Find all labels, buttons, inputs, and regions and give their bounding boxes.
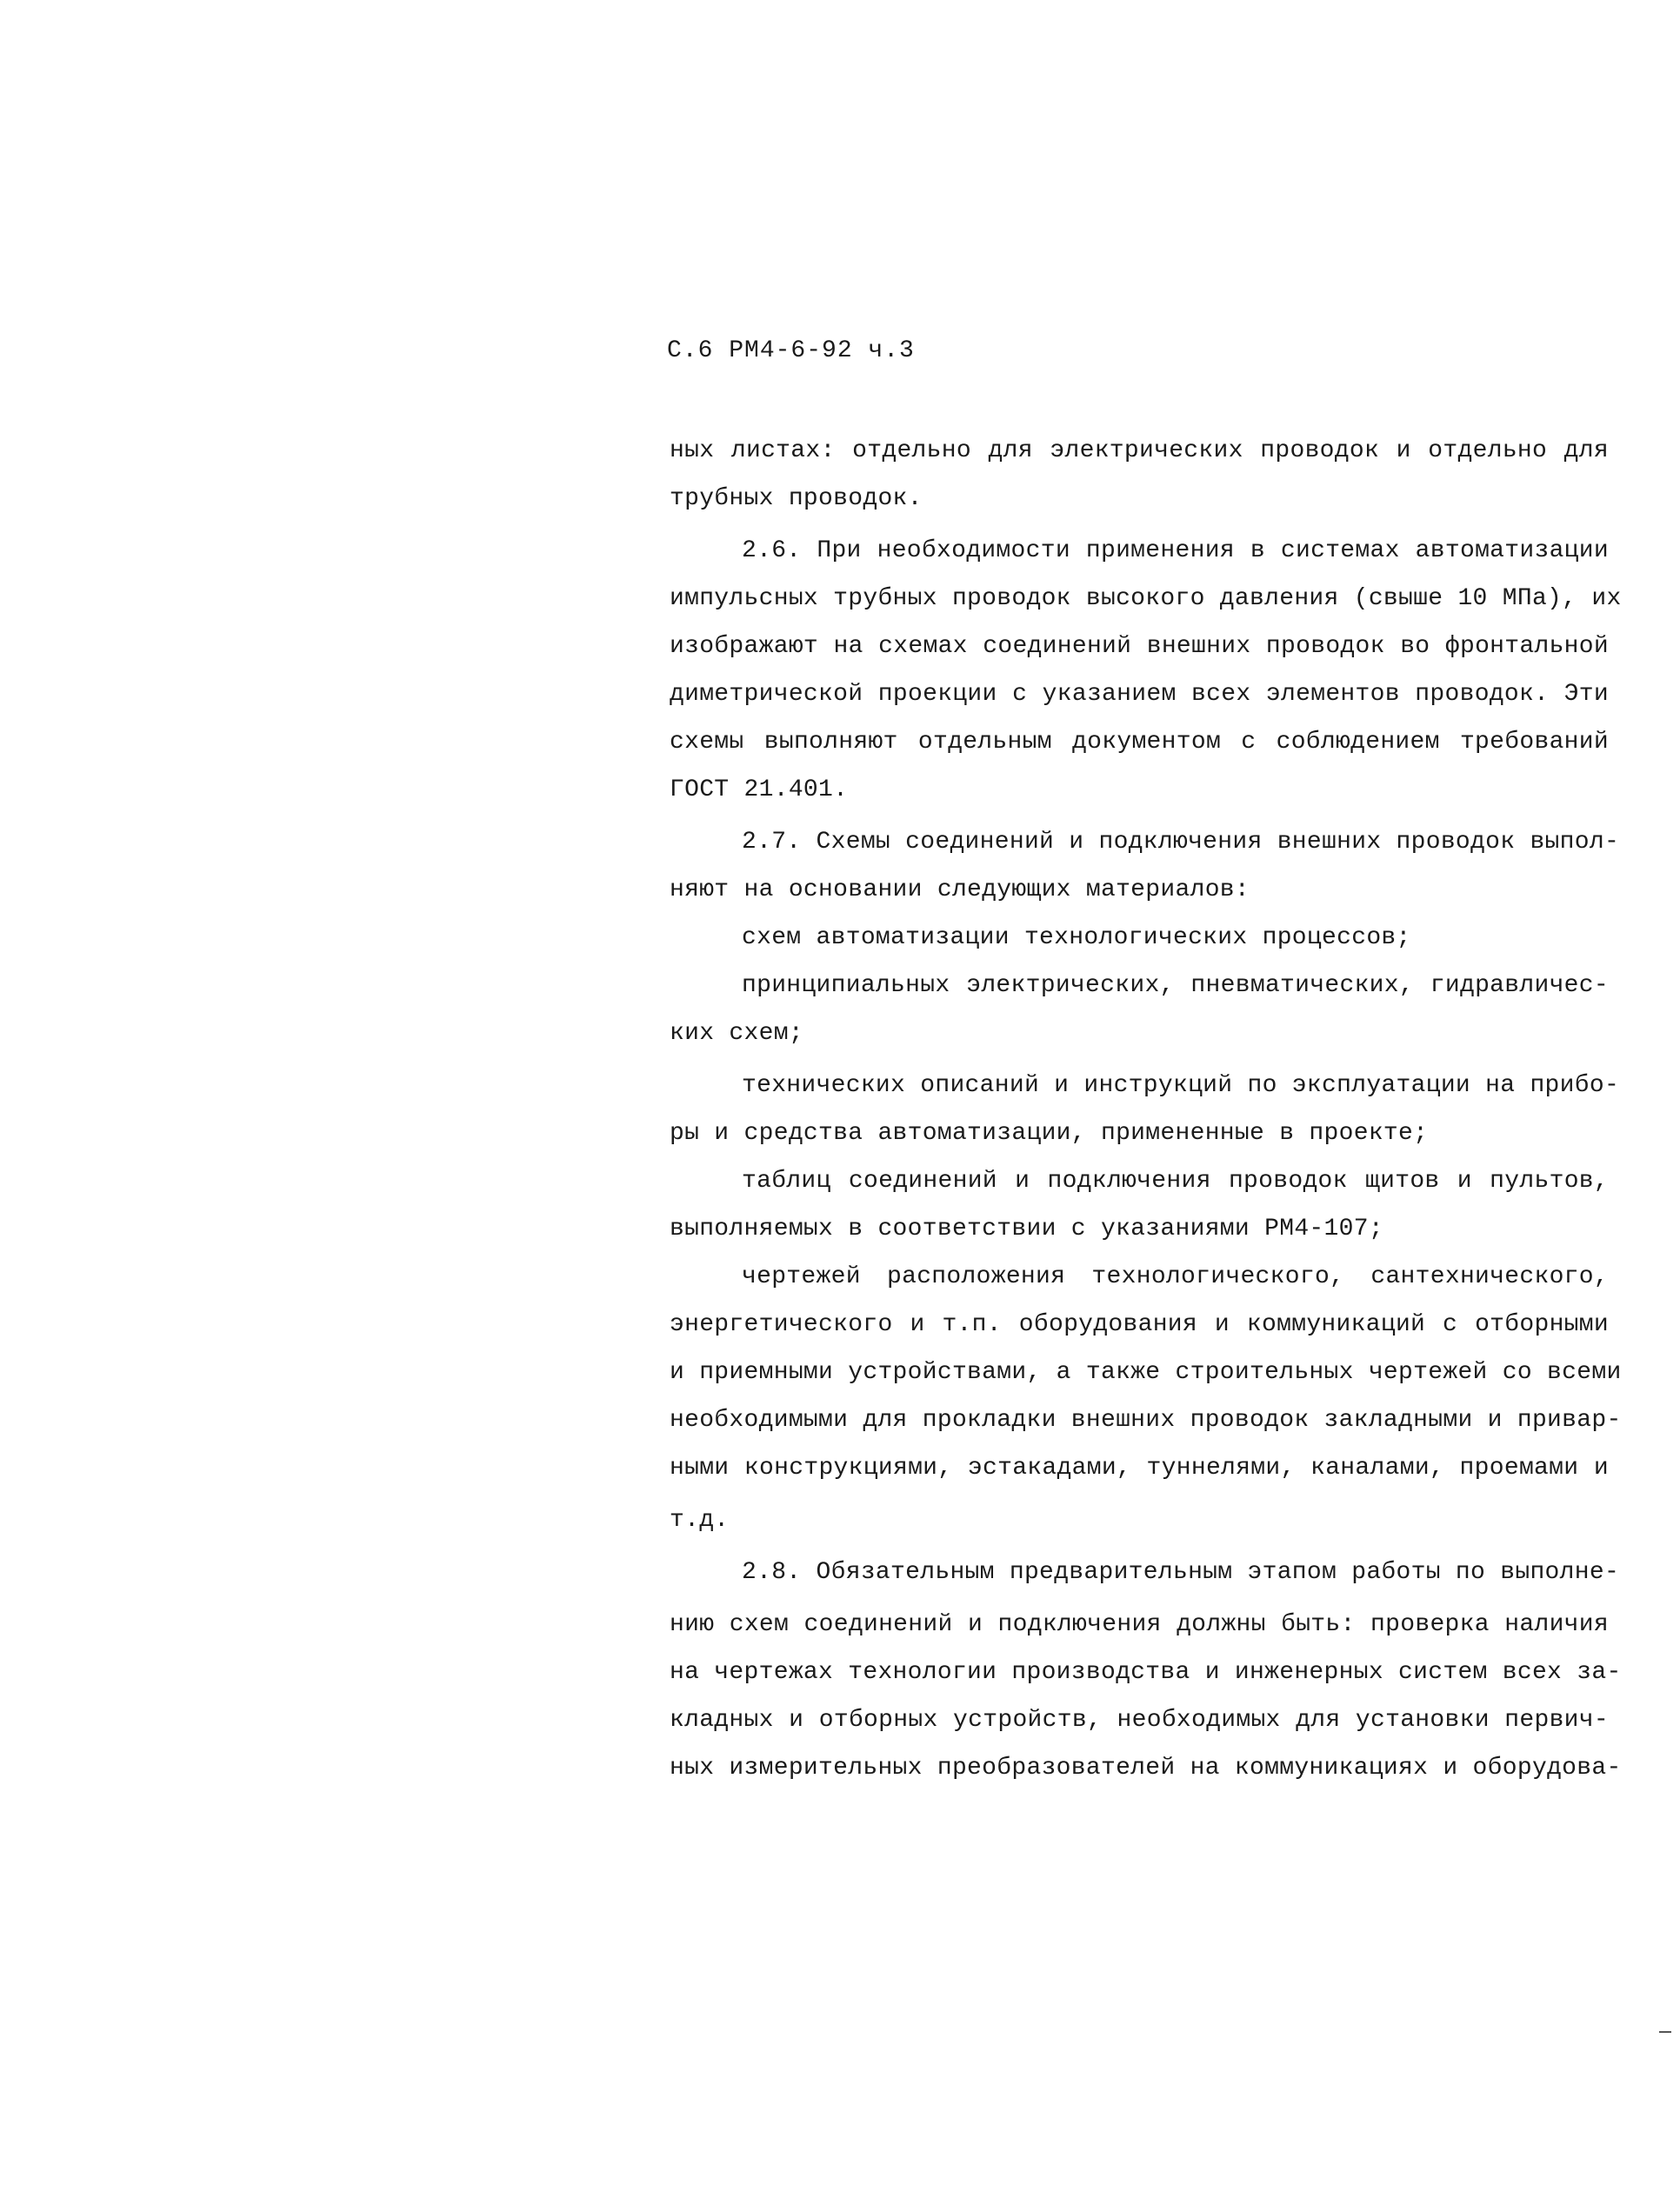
text-line: изображают на схемах соединений внешних проводок во фронтальной	[670, 633, 1609, 660]
text-line: ными конструкциями, эстакадами, туннелями, каналами, проемами и	[670, 1455, 1609, 1482]
text-line: ры и средства автоматизации, примененные в проекте;	[670, 1120, 1429, 1147]
text-line: ких схем;	[670, 1020, 803, 1047]
paragraph-2-8-start: 2.8. Обязательным предварительным этапом работы по выполне-	[742, 1559, 1620, 1586]
paragraph-2-6-start: 2.6. При необходимости применения в системах автоматизации	[742, 537, 1609, 564]
list-item: принципиальных электрических, пневматических, гидравличес-	[742, 972, 1609, 999]
list-item: таблиц соединений и подключения проводок щитов и пультов,	[742, 1168, 1609, 1195]
text-line: выполняемых в соответствии с указаниями РМ4-107;	[670, 1216, 1383, 1242]
text-line: кладных и отборных устройств, необходимых для установки первич-	[670, 1707, 1609, 1734]
text-line: энергетического и т.п. оборудования и коммуникаций с отборными	[670, 1311, 1609, 1338]
text-line: трубных проводок.	[670, 485, 923, 512]
text-line: ных листах: отдельно для электрических проводок и отдельно для	[670, 437, 1609, 464]
paragraph-2-7-start: 2.7. Схемы соединений и подключения внешних проводок выпол-	[742, 829, 1620, 856]
list-item: чертежей расположения технологического, сантехнического,	[742, 1263, 1609, 1290]
text-line: импульсных трубных проводок высокого давления (свыше 10 МПа), их	[670, 585, 1622, 612]
page-header-code: С.6 РМ4-6-92 ч.3	[667, 337, 915, 364]
scan-edge-mark	[1659, 2031, 1671, 2033]
text-line: на чертежах технологии производства и инженерных систем всех за-	[670, 1659, 1622, 1686]
list-item: технических описаний и инструкций по эксплуатации на прибо-	[742, 1072, 1620, 1099]
text-line: т.д.	[670, 1507, 730, 1534]
list-item: схем автоматизации технологических процессов;	[742, 924, 1411, 951]
text-line: диметрической проекции с указанием всех элементов проводок. Эти	[670, 681, 1609, 708]
text-line: ГОСТ 21.401.	[670, 776, 849, 803]
text-line: и приемными устройствами, а также строительных чертежей со всеми	[670, 1359, 1622, 1386]
text-line: схемы выполняют отдельным документом с соблюдением требований	[670, 729, 1609, 756]
text-line: ных измерительных преобразователей на коммуникациях и оборудова-	[670, 1755, 1622, 1782]
text-line: нию схем соединений и подключения должны быть: проверка наличия	[670, 1611, 1609, 1638]
text-line: необходимыми для прокладки внешних проводок закладными и привар-	[670, 1407, 1622, 1434]
text-line: няют на основании следующих материалов:	[670, 876, 1250, 903]
